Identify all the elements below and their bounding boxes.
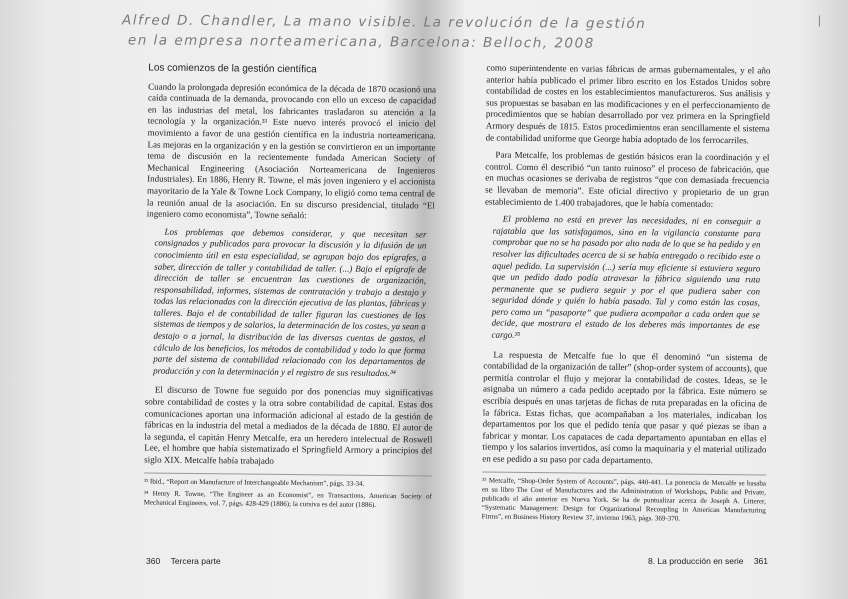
left-page <box>144 63 437 514</box>
right-paragraph-3: La respuesta de Metcalfe fue lo que él denominó “un sistema de contabilidad de la organización de taller” (shop-order system of accounts), que permitía controlar el flujo y mejorar la contabilidad de costes. Ideas, se le asignaba un número a cada pedido aceptado por la fábrica. Este número se escribía después en unas tarjetas de fichas de ruta preparadas en la oficina de la fábrica. Estas fichas, que acompañaban a los materiales, indicaban los departamentos por los que el pedido tenía que pasar y qué piezas se iban a fabricar y montar. Los capataces de cada departamento apuntaban en ellas el tiempo y los salarios invertidos, así como la maquinaria y el material utilizado en ese pedido a su paso por cada departamento. <box>482 349 768 466</box>
left-page-number: 360 <box>146 556 161 566</box>
right-block-quote: El problema no está en prever las necesidades, ni en conseguir a rajatabla que las satisfagamos, sino en la vigilancia constante para comprobar que no se ha pasado por alto nada de lo que se ha pedido y en resolver las dificultades acerca de si se había entregado o recibido este o aquel pedido. La supervisión (...) sería muy eficiente si estuviera seguro que un pedido dado podía atravesar la fábrica siguiendo una ruta permanente que se pudiera seguir y por el que pudiera saber con seguridad dónde y quién lo había pasado. Tal y como están las cosas, pero como un “pasaporte” que pudiera acompañar a cada orden que se decide, que mostrara el estado de los deberes más importantes de ese cargo.³⁵ <box>491 213 761 340</box>
left-running-head: Tercera parte <box>170 556 221 566</box>
handwritten-line-2: en la empresa norteamericana, Barcelona: Belloch, 2008 <box>127 32 595 52</box>
left-footnotes <box>144 472 432 511</box>
left-paragraph-1: Cuando la prolongada depresión económica de la década de 1870 ocasionó una caída continuada de la demanda, provocando con ello un exceso de capacidad en las industrias del metal, los fabricantes trasladaron su atención a la tecnología y la organización.³³ Este nuevo interés provocó el inicio del movimiento a favor de una gestión científica en la industria norteamericana. Las mejoras en la organización y en la gestión se convirtieron en un importante tema de discusión en la recientemente fundada American Society of Mechanical Engineering (Asociación Norteamericana de Ingenieros Industriales). En 1886, Henry R. Towne, el más joven ingeniero y el accionista mayoritario de la Yale & Towne Lock Company, lo eligió como tema central de la reunión anual de la asociación. En su discurso presidencial, titulado “El ingeniero como economista”, Towne señaló: <box>146 81 437 221</box>
left-paragraph-2: El discurso de Towne fue seguido por dos ponencias muy significativas sobre contabilidad de costes y la otra sobre contabilidad de capital. Estas dos comunicaciones aportan una información adicional al estado de la gestión de fábricas en la industria del metal a mediados de la década de 1880. El autor de la segunda, el capitán Henry Metcalfe, era un heredero intelectual de Roswell Lee, el hombre que había sistematizado el Springfield Armory a principios del siglo XIX. Metcalfe había trabajado <box>144 385 433 466</box>
handwritten-line-1: Alfred D. Chandler, La mano visible. La revolución de la gestión <box>122 12 647 33</box>
footnote-35: ³⁵ Metcalfe, “Shop-Order System of Accounts”, págs. 440-441. La ponencia de Metcalfe se basaba en su libro The Cost of Manufactures and the Administration of Workshops, Public and Private, publicado el año anterior en Nueva York. Se ha de puntualizar acerca de Joseph A. Litterer, “Systematic Management: Design for Organizational Recoupling in American Manufacturing Firms”, en Business History Review 37, invierno 1963, págs. 369-370. <box>481 476 767 523</box>
right-footnotes <box>482 471 767 525</box>
corner-mark: | <box>818 12 821 27</box>
right-folio <box>640 556 768 566</box>
footnote-34: ³⁴ Henry R. Towne, “The Engineer as an Economist”, en Transactions, American Society of Mechanical Engineers, vol. 7, págs. 428-429 (1886); la cursiva es del autor (1886). <box>143 489 432 509</box>
right-page-number: 361 <box>753 556 768 566</box>
right-page <box>482 63 771 529</box>
right-paragraph-2: Para Metcalfe, los problemas de gestión básicos eran la coordinación y el control. Como él describió “un tanto ruinoso” el proceso de fabricación, que en muchas ocasiones se derivaba de registros “que con demasiada frecuencia se llevaban de memoria”. Este oficial directivo y propietario de un gran establecimiento de 1.400 trabajadores, que le había comentado: <box>484 149 770 209</box>
left-folio <box>146 556 221 566</box>
right-running-head: 8. La producción en serie <box>647 556 744 566</box>
handwritten-citation <box>122 10 647 53</box>
section-heading: Los comienzos de la gestión científica <box>148 62 317 76</box>
left-block-quote: Los problemas que debemos considerar, y que necesitan ser consignados y publicados para provocar la discusión y la difusión de un conocimiento útil en esta especialidad, se agrupan bajo dos epígrafes, a saber, dirección de taller y contabilidad de taller. (...) Bajo el epígrafe de dirección de taller se encuentran las cuestiones de organización, responsabilidad, informes, sistemas de contratación y trabajo a destajo y todas las relacionadas con la dirección ejecutiva de las plantas, fábricas y talleres. Bajo el de contabilidad de taller figuran las cuestiones de los sistemas de tiempos y de salarios, la determinación de los costes, ya sean a destajo o a jornal, la distribución de las diversas cuentas de gastos, el cálculo de los beneficios, los métodos de contabilidad y todo lo que forma parte del sistema de contabilidad relacionado con los departamentos de producción y con la determinación y el registro de sus resultados.³⁴ <box>153 226 427 378</box>
footnote-33: ³³ Ibid., “Report on Manufacture of Interchangeable Mechanism”, págs. 33-34. <box>143 477 365 488</box>
right-paragraph-1: como superintendente en varias fábricas de armas gubernamentales, y el año anterior había publicado el primer libro escrito en los Estados Unidos sobre contabilidad de costes en los establecimientos manufactureros. Sus análisis y sus propuestas se basaban en las modificaciones y en el perfeccionamiento de procedimientos que se habían desarrollado por vez primera en la Springfield Armory después de 1815. Estos procedimientos eran sencillamente el sistema de contabilidad uniforme que George había adoptado de los ferrocarriles. <box>485 62 771 145</box>
